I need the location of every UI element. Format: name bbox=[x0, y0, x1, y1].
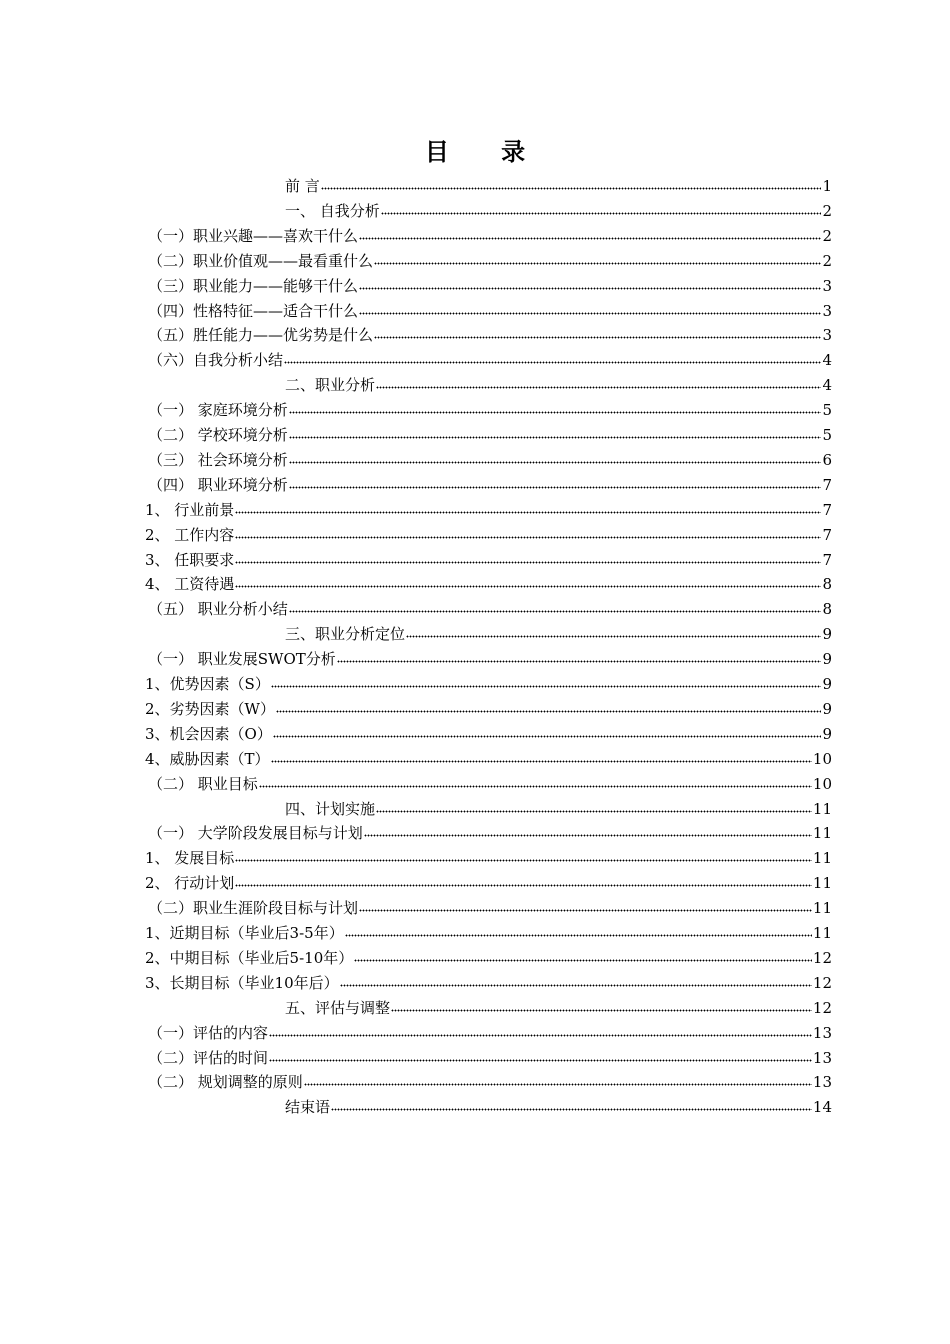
toc-entry[interactable] bbox=[148, 1046, 832, 1071]
toc-entry-label: 一、 自我分析 bbox=[285, 201, 380, 220]
toc-entry-page-number: 3 bbox=[822, 276, 832, 295]
toc-entry-label: （六）自我分析小结 bbox=[148, 351, 284, 370]
toc-leader-dots bbox=[235, 500, 821, 515]
toc-entry-label: 2、 行动计划 bbox=[145, 874, 235, 893]
toc-entry-page-number: 2 bbox=[822, 251, 832, 270]
toc-entry[interactable] bbox=[285, 797, 832, 822]
toc-leader-dots bbox=[235, 574, 821, 589]
toc-entry[interactable] bbox=[148, 896, 832, 921]
toc-leader-dots bbox=[289, 599, 822, 614]
toc-entry[interactable] bbox=[148, 348, 832, 373]
toc-entry[interactable] bbox=[145, 722, 832, 747]
toc-entry[interactable] bbox=[285, 996, 832, 1021]
toc-entry-label: 3、机会因素（O） bbox=[145, 724, 272, 743]
toc-entry-label: （一） 大学阶段发展目标与计划 bbox=[148, 824, 363, 843]
toc-entry-page-number: 9 bbox=[822, 650, 832, 669]
toc-entry-page-number: 10 bbox=[812, 749, 832, 768]
toc-leader-dots bbox=[269, 1023, 812, 1038]
toc-leader-dots bbox=[321, 176, 822, 191]
toc-entry-page-number: 8 bbox=[822, 600, 832, 619]
toc-entry-label: 前 言 bbox=[285, 177, 320, 195]
toc-entry-label: （二）评估的时间 bbox=[148, 1048, 269, 1067]
toc-leader-dots bbox=[359, 276, 821, 291]
toc-leader-dots bbox=[359, 898, 812, 913]
toc-entry[interactable] bbox=[285, 174, 832, 199]
toc-entry[interactable] bbox=[145, 971, 832, 996]
toc-leader-dots bbox=[235, 873, 812, 888]
toc-entry-label: 结束语 bbox=[285, 1098, 331, 1117]
toc-leader-dots bbox=[340, 973, 812, 988]
toc-entry[interactable] bbox=[145, 697, 832, 722]
toc-leader-dots bbox=[359, 226, 821, 241]
toc-entry-page-number: 11 bbox=[812, 899, 832, 918]
toc-entry-label: 2、 工作内容 bbox=[145, 525, 235, 544]
toc-leader-dots bbox=[271, 674, 822, 689]
toc-entry[interactable] bbox=[148, 398, 832, 423]
toc-entry-page-number: 4 bbox=[822, 376, 832, 395]
toc-entry-label: 1、 行业前景 bbox=[145, 500, 235, 519]
toc-entry[interactable] bbox=[145, 523, 832, 548]
toc-entry-label: （二） 学校环境分析 bbox=[148, 426, 288, 444]
toc-entry-label: 四、计划实施 bbox=[285, 799, 376, 818]
toc-entry[interactable] bbox=[145, 846, 832, 871]
toc-entry-label: （二） 职业目标 bbox=[148, 774, 258, 793]
toc-entry-page-number: 2 bbox=[822, 226, 832, 245]
toc-entry-label: 五、评估与调整 bbox=[285, 998, 391, 1017]
toc-entry-page-number: 9 bbox=[822, 625, 832, 644]
toc-entry-label: 1、近期目标（毕业后3-5年） bbox=[145, 924, 344, 942]
toc-leader-dots bbox=[374, 251, 821, 266]
toc-leader-dots bbox=[354, 948, 812, 963]
toc-entry[interactable] bbox=[148, 473, 832, 498]
toc-entry-page-number: 7 bbox=[822, 525, 832, 544]
toc-entry[interactable] bbox=[148, 423, 832, 448]
toc-entry-label: （三）职业能力——能够干什么 bbox=[148, 276, 359, 295]
toc-leader-dots bbox=[273, 724, 822, 739]
toc-entry-page-number: 4 bbox=[822, 351, 832, 370]
toc-leader-dots bbox=[345, 923, 812, 938]
toc-entry-page-number: 13 bbox=[812, 1073, 832, 1092]
toc-entry[interactable] bbox=[285, 199, 832, 224]
toc-entry[interactable] bbox=[285, 373, 832, 398]
toc-leader-dots bbox=[235, 848, 812, 863]
toc-entry-page-number: 13 bbox=[812, 1048, 832, 1067]
toc-entry-page-number: 11 bbox=[812, 799, 832, 818]
toc-leader-dots bbox=[359, 301, 821, 316]
toc-entry-page-number: 11 bbox=[812, 824, 832, 843]
toc-entry-label: （一） 家庭环境分析 bbox=[148, 401, 288, 420]
toc-leader-dots bbox=[259, 774, 812, 789]
toc-leader-dots bbox=[235, 525, 821, 540]
toc-entry-label: （一） 职业发展SWOT分析 bbox=[148, 650, 336, 669]
toc-entry[interactable] bbox=[148, 299, 832, 324]
toc-entry[interactable] bbox=[285, 622, 832, 647]
toc-entry-page-number: 7 bbox=[822, 500, 832, 519]
toc-entry-page-number: 7 bbox=[822, 550, 832, 569]
toc-entry[interactable] bbox=[148, 224, 832, 249]
toc-entry[interactable] bbox=[148, 1021, 832, 1046]
toc-entry-page-number: 6 bbox=[822, 450, 832, 469]
toc-entry-label: 3、 任职要求 bbox=[145, 550, 235, 569]
toc-entry-page-number: 9 bbox=[822, 699, 832, 718]
toc-entry-page-number: 3 bbox=[822, 326, 832, 345]
toc-entry-label: （二）职业生涯阶段目标与计划 bbox=[148, 899, 359, 918]
toc-entry[interactable] bbox=[148, 249, 832, 274]
toc-entry[interactable] bbox=[148, 647, 832, 672]
toc-entry-page-number: 12 bbox=[812, 973, 832, 992]
toc-entry[interactable] bbox=[148, 448, 832, 473]
toc-leader-dots bbox=[304, 1072, 812, 1087]
toc-entry-page-number: 3 bbox=[822, 301, 832, 320]
toc-entry[interactable] bbox=[148, 1070, 832, 1095]
toc-entry-label: （四） 职业环境分析 bbox=[148, 475, 288, 494]
toc-entry[interactable] bbox=[148, 597, 832, 622]
toc-entry-page-number: 10 bbox=[812, 774, 832, 793]
toc-entry-label: （五）胜任能力——优劣势是什么 bbox=[148, 326, 374, 345]
toc-entry-label: （一）评估的内容 bbox=[148, 1023, 269, 1042]
toc-entry[interactable] bbox=[145, 747, 832, 772]
toc-entry-page-number: 9 bbox=[822, 724, 832, 743]
toc-title: 目 录 bbox=[424, 137, 548, 166]
toc-leader-dots bbox=[391, 998, 812, 1013]
toc-entry-label: （四）性格特征——适合干什么 bbox=[148, 301, 359, 320]
toc-leader-dots bbox=[289, 425, 822, 440]
toc-entry-page-number: 2 bbox=[822, 201, 832, 220]
toc-leader-dots bbox=[374, 325, 821, 340]
toc-entry-page-number: 13 bbox=[812, 1023, 832, 1042]
toc-entry[interactable] bbox=[148, 772, 832, 797]
toc-entry-page-number: 1 bbox=[822, 177, 832, 195]
toc-entry-label: （一）职业兴趣——喜欢干什么 bbox=[148, 226, 359, 245]
toc-entry[interactable] bbox=[148, 274, 832, 299]
toc-entry-page-number: 12 bbox=[812, 948, 832, 967]
toc-entry[interactable] bbox=[145, 672, 832, 697]
toc-entry[interactable] bbox=[145, 498, 832, 523]
toc-leader-dots bbox=[406, 624, 821, 639]
toc-leader-dots bbox=[364, 823, 812, 838]
toc-leader-dots bbox=[276, 699, 821, 714]
toc-entry-label: 1、 发展目标 bbox=[145, 849, 235, 868]
toc-leader-dots bbox=[381, 201, 822, 216]
toc-leader-dots bbox=[269, 1048, 812, 1063]
toc-entry-page-number: 11 bbox=[812, 924, 832, 942]
toc-entry[interactable] bbox=[145, 548, 832, 573]
toc-leader-dots bbox=[337, 649, 822, 664]
toc-entry-label: 3、长期目标（毕业10年后） bbox=[145, 973, 339, 992]
toc-leader-dots bbox=[331, 1097, 812, 1112]
toc-entry-page-number: 14 bbox=[812, 1098, 832, 1117]
toc-entry[interactable] bbox=[145, 572, 832, 597]
toc-entry-page-number: 12 bbox=[812, 998, 832, 1017]
toc-entry[interactable] bbox=[148, 821, 832, 846]
toc-entry-page-number: 5 bbox=[822, 401, 832, 420]
toc-leader-dots bbox=[289, 475, 822, 490]
toc-entry[interactable] bbox=[285, 1095, 832, 1120]
toc-entry-label: 4、威胁因素（T） bbox=[145, 749, 270, 768]
toc-entry-page-number: 9 bbox=[822, 675, 832, 693]
toc-leader-dots bbox=[289, 400, 822, 415]
toc-leader-dots bbox=[289, 450, 822, 465]
toc-entry[interactable] bbox=[148, 323, 832, 348]
toc-entry-page-number: 11 bbox=[812, 874, 832, 893]
toc-entry-label: （五） 职业分析小结 bbox=[148, 600, 288, 619]
toc-entry-label: （二）职业价值观——最看重什么 bbox=[148, 251, 374, 270]
toc-leader-dots bbox=[284, 350, 821, 365]
toc-entry-label: 三、职业分析定位 bbox=[285, 625, 406, 644]
toc-entry-label: 二、职业分析 bbox=[285, 376, 376, 395]
toc-entry-page-number: 8 bbox=[822, 575, 832, 594]
toc-leader-dots bbox=[376, 375, 821, 390]
toc-leader-dots bbox=[235, 550, 821, 565]
toc-entry-label: （二） 规划调整的原则 bbox=[148, 1073, 303, 1092]
toc-entry[interactable] bbox=[145, 921, 832, 946]
toc-entry-page-number: 5 bbox=[822, 426, 832, 444]
toc-entry-label: 2、中期目标（毕业后5-10年） bbox=[145, 948, 354, 967]
toc-entry-label: （三） 社会环境分析 bbox=[148, 450, 288, 469]
toc-entry-label: 2、劣势因素（W） bbox=[145, 699, 275, 718]
toc-leader-dots bbox=[376, 799, 812, 814]
toc-entry-page-number: 11 bbox=[812, 849, 832, 868]
toc-entry[interactable] bbox=[145, 946, 832, 971]
toc-leader-dots bbox=[271, 749, 812, 764]
toc-entry[interactable] bbox=[145, 871, 832, 896]
toc-entry-page-number: 7 bbox=[822, 475, 832, 494]
toc-entry-label: 4、 工资待遇 bbox=[145, 575, 235, 594]
toc-entry-label: 1、优势因素（S） bbox=[145, 675, 270, 693]
